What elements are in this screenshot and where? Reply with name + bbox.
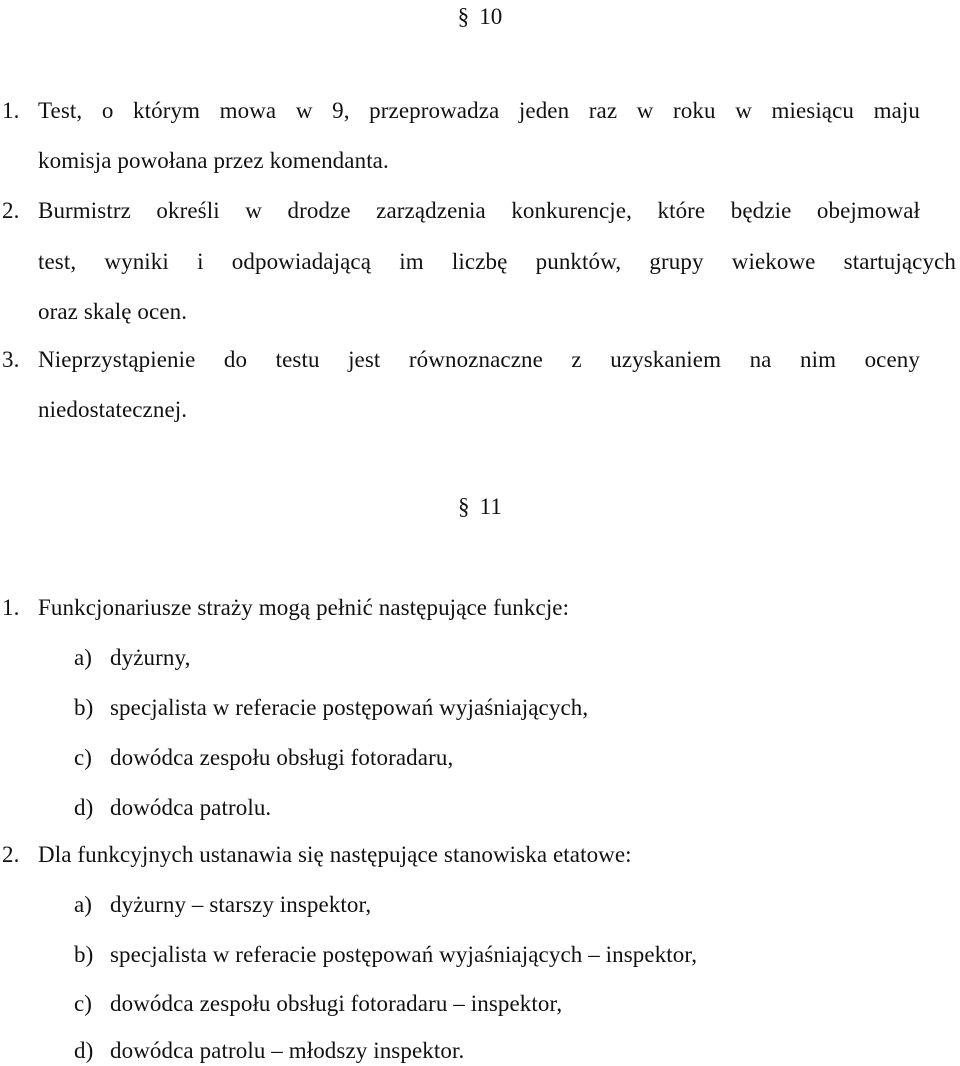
section-11-item-2-sub-a [74, 890, 371, 920]
section-sign: § [457, 4, 470, 29]
section-11-item-2-sub-d [74, 1036, 464, 1066]
subitem-text: dowódca patrolu. [110, 795, 272, 820]
section-heading-10 [0, 2, 960, 32]
section-11-item-1-sub-d [74, 793, 271, 823]
subitem-marker: c) [74, 991, 93, 1016]
section-number: 11 [479, 494, 502, 519]
section-10-item-2-line-1 [2, 196, 920, 226]
subitem-marker: c) [74, 745, 93, 770]
section-10-item-3-line-1 [2, 345, 920, 375]
section-11-item-1-sub-a [74, 643, 190, 673]
section-10-item-3-line-2: niedostatecznej. [38, 397, 188, 422]
item-marker: 1. [2, 595, 20, 620]
section-10-item-1-line-2: komisja powołana przez komendanta. [38, 148, 389, 173]
section-11-item-1-line-1 [2, 593, 569, 623]
subitem-marker: d) [74, 1038, 94, 1063]
item-marker: 2. [2, 842, 20, 867]
item-text: Burmistrz określi w drodze zarządzenia konkurencje, które będzie obejmował [38, 198, 920, 223]
section-heading-11 [0, 492, 960, 522]
item-text: Funkcjonariusze straży mogą pełnić następujące funkcje: [38, 595, 570, 620]
subitem-text: dowódca patrolu – młodszy inspektor. [110, 1038, 465, 1063]
subitem-text: specjalista w referacie postępowań wyjaśniających – inspektor, [110, 942, 698, 967]
item-text: Nieprzystąpienie do testu jest równoznaczne z uzyskaniem na nim oceny [38, 347, 920, 372]
subitem-marker: d) [74, 795, 94, 820]
section-11-item-2-sub-c [74, 989, 562, 1019]
subitem-text: specjalista w referacie postępowań wyjaśniających, [110, 695, 589, 720]
subitem-text: dowódca zespołu obsługi fotoradaru, [110, 745, 454, 770]
subitem-marker: b) [74, 695, 94, 720]
section-11-item-2-line-1 [2, 840, 632, 870]
item-marker: 1. [2, 98, 20, 123]
item-text: Dla funkcyjnych ustanawia się następujące stanowiska etatowe: [38, 842, 632, 867]
section-11-item-2-sub-b [74, 940, 697, 970]
subitem-marker: a) [74, 645, 93, 670]
subitem-marker: a) [74, 892, 93, 917]
subitem-text: dyżurny, [110, 645, 191, 670]
section-10-item-2-line-2: test, wyniki i odpowiadającą im liczbę punktów, grupy wiekowe startujących [38, 249, 956, 274]
item-marker: 3. [2, 347, 20, 372]
section-11-item-1-sub-c [74, 743, 453, 773]
subitem-text: dyżurny – starszy inspektor, [110, 892, 372, 917]
section-10-item-1-line-1 [2, 96, 920, 126]
subitem-marker: b) [74, 942, 94, 967]
section-10-item-2-line-3: oraz skalę ocen. [38, 299, 188, 324]
item-text: Test, o którym mowa w 9, przeprowadza jeden raz w roku w miesiącu maju [38, 98, 920, 123]
subitem-text: dowódca zespołu obsługi fotoradaru – inspektor, [110, 991, 563, 1016]
item-marker: 2. [2, 198, 20, 223]
section-11-item-1-sub-b [74, 693, 588, 723]
section-sign: § [458, 494, 470, 519]
section-number: 10 [479, 4, 503, 29]
